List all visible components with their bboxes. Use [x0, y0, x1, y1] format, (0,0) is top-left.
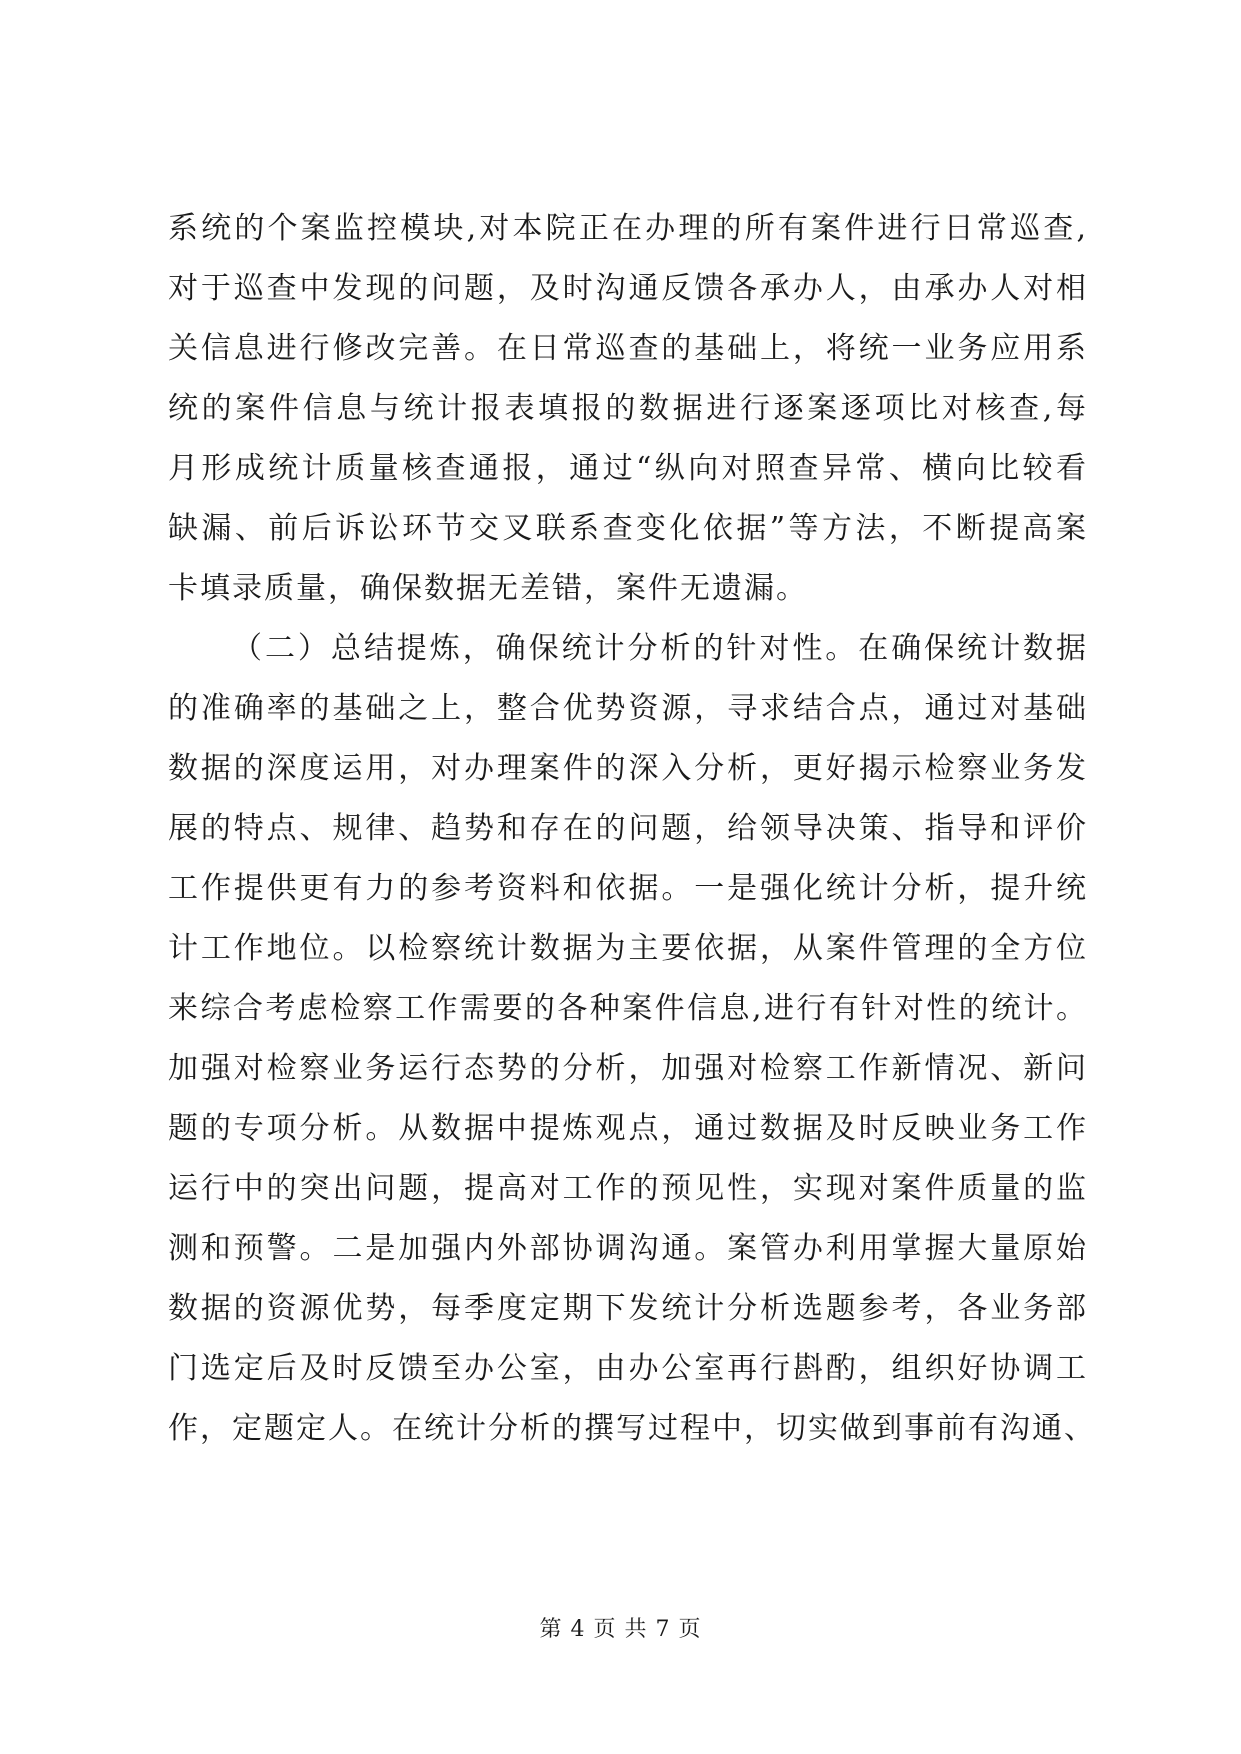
page-number-label: 第 4 页 共 7 页 [539, 1617, 702, 1642]
text-line: 的准确率的基础之上，整合优势资源，寻求结合点，通过对基础 [168, 691, 1088, 726]
text-line: 缺漏、前后诉讼环节交叉联系查变化依据”等方法，不断提高案 [168, 511, 1088, 546]
text-line: 测和预警。二是加强内外部协调沟通。案管办利用掌握大量原始 [168, 1231, 1088, 1266]
page-footer [0, 1612, 1241, 1643]
text-line: 题的专项分析。从数据中提炼观点，通过数据及时反映业务工作 [168, 1111, 1088, 1146]
text-line: （二）总结提炼，确保统计分析的针对性。在确保统计数据 [232, 631, 1088, 666]
text-line: 卡填录质量，确保数据无差错，案件无遗漏。 [168, 571, 808, 606]
text-line: 月形成统计质量核查通报，通过“纵向对照查异常、横向比较看 [168, 451, 1088, 486]
text-line: 门选定后及时反馈至办公室，由办公室再行斟酌，组织好协调工 [168, 1351, 1088, 1386]
text-line: 计工作地位。以检察统计数据为主要依据，从案件管理的全方位 [168, 931, 1088, 966]
text-line: 展的特点、规律、趋势和存在的问题，给领导决策、指导和评价 [168, 811, 1088, 846]
text-line: 作，定题定人。在统计分析的撰写过程中，切实做到事前有沟通、 [168, 1411, 1096, 1446]
text-line: 数据的深度运用，对办理案件的深入分析，更好揭示检察业务发 [168, 751, 1088, 786]
text-line: 运行中的突出问题，提高对工作的预见性，实现对案件质量的监 [168, 1171, 1088, 1206]
text-line: 关信息进行修改完善。在日常巡查的基础上，将统一业务应用系 [168, 331, 1088, 366]
text-line: 加强对检察业务运行态势的分析，加强对检察工作新情况、新问 [168, 1051, 1088, 1086]
paragraph-1 [168, 199, 1088, 619]
text-line: 对于巡查中发现的问题，及时沟通反馈各承办人，由承办人对相 [168, 271, 1088, 306]
text-line: 工作提供更有力的参考资料和依据。一是强化统计分析，提升统 [168, 871, 1088, 906]
text-line: 统的案件信息与统计报表填报的数据进行逐案逐项比对核查,每 [168, 391, 1088, 426]
body-text [168, 199, 1096, 1519]
text-line: 数据的资源优势，每季度定期下发统计分析选题参考，各业务部 [168, 1291, 1088, 1326]
text-line: 系统的个案监控模块,对本院正在办理的所有案件进行日常巡查, [168, 211, 1088, 246]
paragraph-2 [168, 619, 1096, 1519]
text-line: 来综合考虑检察工作需要的各种案件信息,进行有针对性的统计。 [168, 991, 1088, 1026]
text-line [168, 1459, 1088, 1519]
